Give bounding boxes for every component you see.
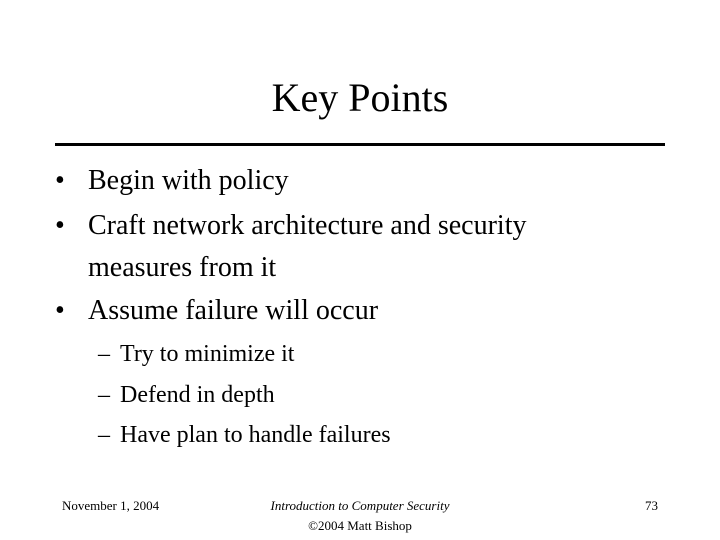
bullet-item [55, 160, 695, 202]
sub-bullet-item [98, 339, 294, 369]
sub-bullet-text: Try to minimize it [120, 341, 295, 367]
bullet-marker: • [55, 210, 65, 241]
bullet-item [55, 205, 695, 289]
bullet-marker: • [55, 295, 65, 326]
sub-bullet-text: Have plan to handle failures [120, 422, 391, 448]
sub-bullet-marker: – [98, 341, 110, 367]
footer-date: November 1, 2004 [62, 498, 160, 513]
footer-course-title: Introduction to Computer Security [270, 498, 450, 513]
footer-center [200, 496, 520, 536]
footer-page-number: 73 [645, 498, 658, 513]
sub-bullet-item [98, 420, 391, 450]
sub-bullet-marker: – [98, 382, 110, 408]
footer-copyright: ©2004 Matt Bishop [308, 518, 412, 533]
bullet-text: Craft network architecture and security measures from it [88, 210, 527, 283]
sub-bullet-item [98, 380, 275, 410]
bullet-text: Begin with policy [88, 165, 289, 196]
bullet-item [55, 290, 695, 332]
slide-title: Key Points [271, 75, 449, 120]
title-divider [55, 143, 665, 146]
sub-bullet-marker: – [98, 422, 110, 448]
bullet-marker: • [55, 165, 65, 196]
bullet-text: Assume failure will occur [88, 295, 379, 326]
sub-bullet-text: Defend in depth [120, 382, 275, 408]
